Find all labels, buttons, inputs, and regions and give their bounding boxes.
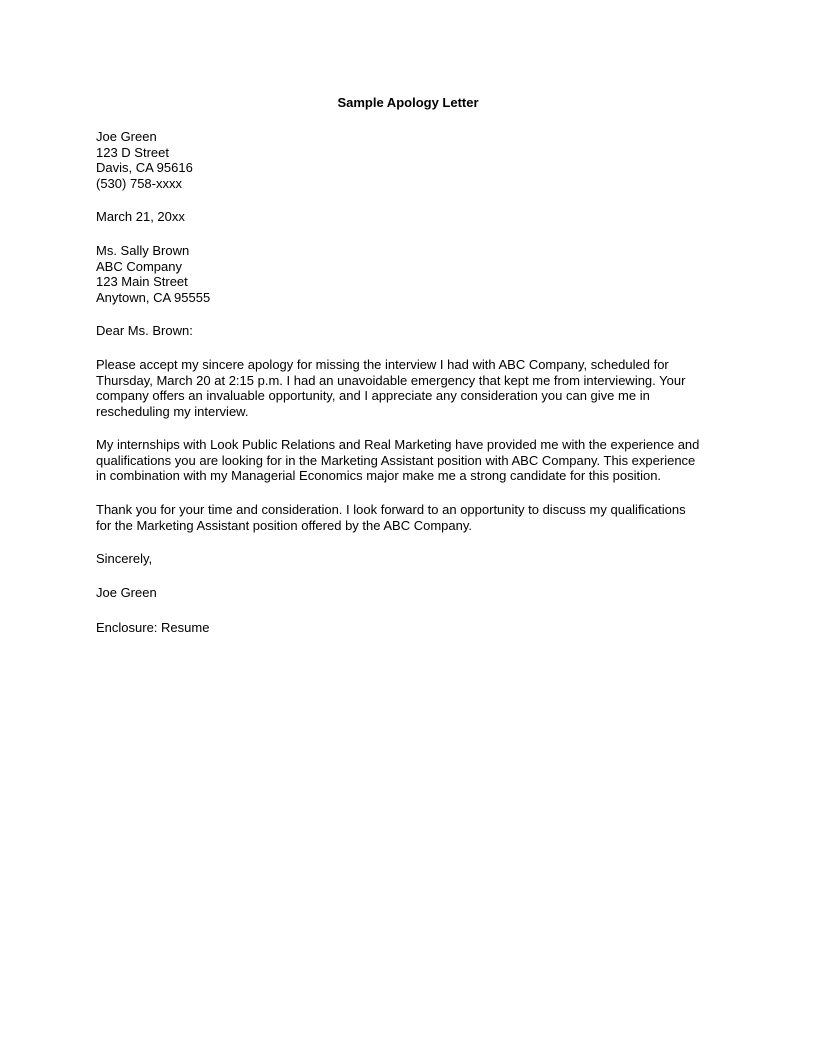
salutation: Dear Ms. Brown: [96, 323, 193, 338]
closing: Sincerely, [96, 551, 153, 566]
signature-name: Joe Green [96, 585, 157, 600]
sender-name: Joe Green [96, 129, 157, 144]
recipient-street: 123 Main Street [96, 274, 188, 290]
sender-street: 123 D Street [96, 144, 169, 160]
paragraph-line: Please accept my sincere apology for missing the interview I had with ABC Company, scheduled for [96, 357, 669, 372]
enclosure-note: Enclosure: Resume [96, 620, 210, 635]
paragraph-line: for the Marketing Assistant position offered by the ABC Company. [96, 517, 472, 533]
paragraph-line: qualifications you are looking for in the Marketing Assistant position with ABC Company. This experience [96, 452, 696, 468]
paragraph-line: My internships with Look Public Relations and Real Marketing have provided me with the experience and [96, 437, 700, 452]
body-paragraph-1 [96, 357, 716, 419]
recipient-company: ABC Company [96, 258, 182, 274]
sender-phone: (530) 758-xxxx [96, 175, 182, 191]
paragraph-line: rescheduling my interview. [96, 403, 249, 419]
recipient-name: Ms. Sally Brown [96, 243, 190, 258]
recipient-address [96, 243, 716, 305]
paragraph-line: in combination with my Managerial Economics major make me a strong candidate for this position. [96, 468, 662, 484]
sender-city: Davis, CA 95616 [96, 160, 193, 176]
recipient-city: Anytown, CA 95555 [96, 289, 211, 305]
paragraph-line: company offers an invaluable opportunity, and I appreciate any consideration you can give me in [96, 388, 650, 404]
letter-date: March 21, 20xx [96, 209, 185, 224]
letter-title: Sample Apology Letter [337, 95, 479, 110]
paragraph-line: Thank you for your time and consideration. I look forward to an opportunity to discuss my qualifications [96, 502, 686, 517]
sender-address [96, 129, 716, 191]
body-paragraph-2 [96, 437, 716, 484]
body-paragraph-3 [96, 502, 716, 533]
paragraph-line: Thursday, March 20 at 2:15 p.m. I had an unavoidable emergency that kept me from interviewing. Your [96, 372, 686, 388]
